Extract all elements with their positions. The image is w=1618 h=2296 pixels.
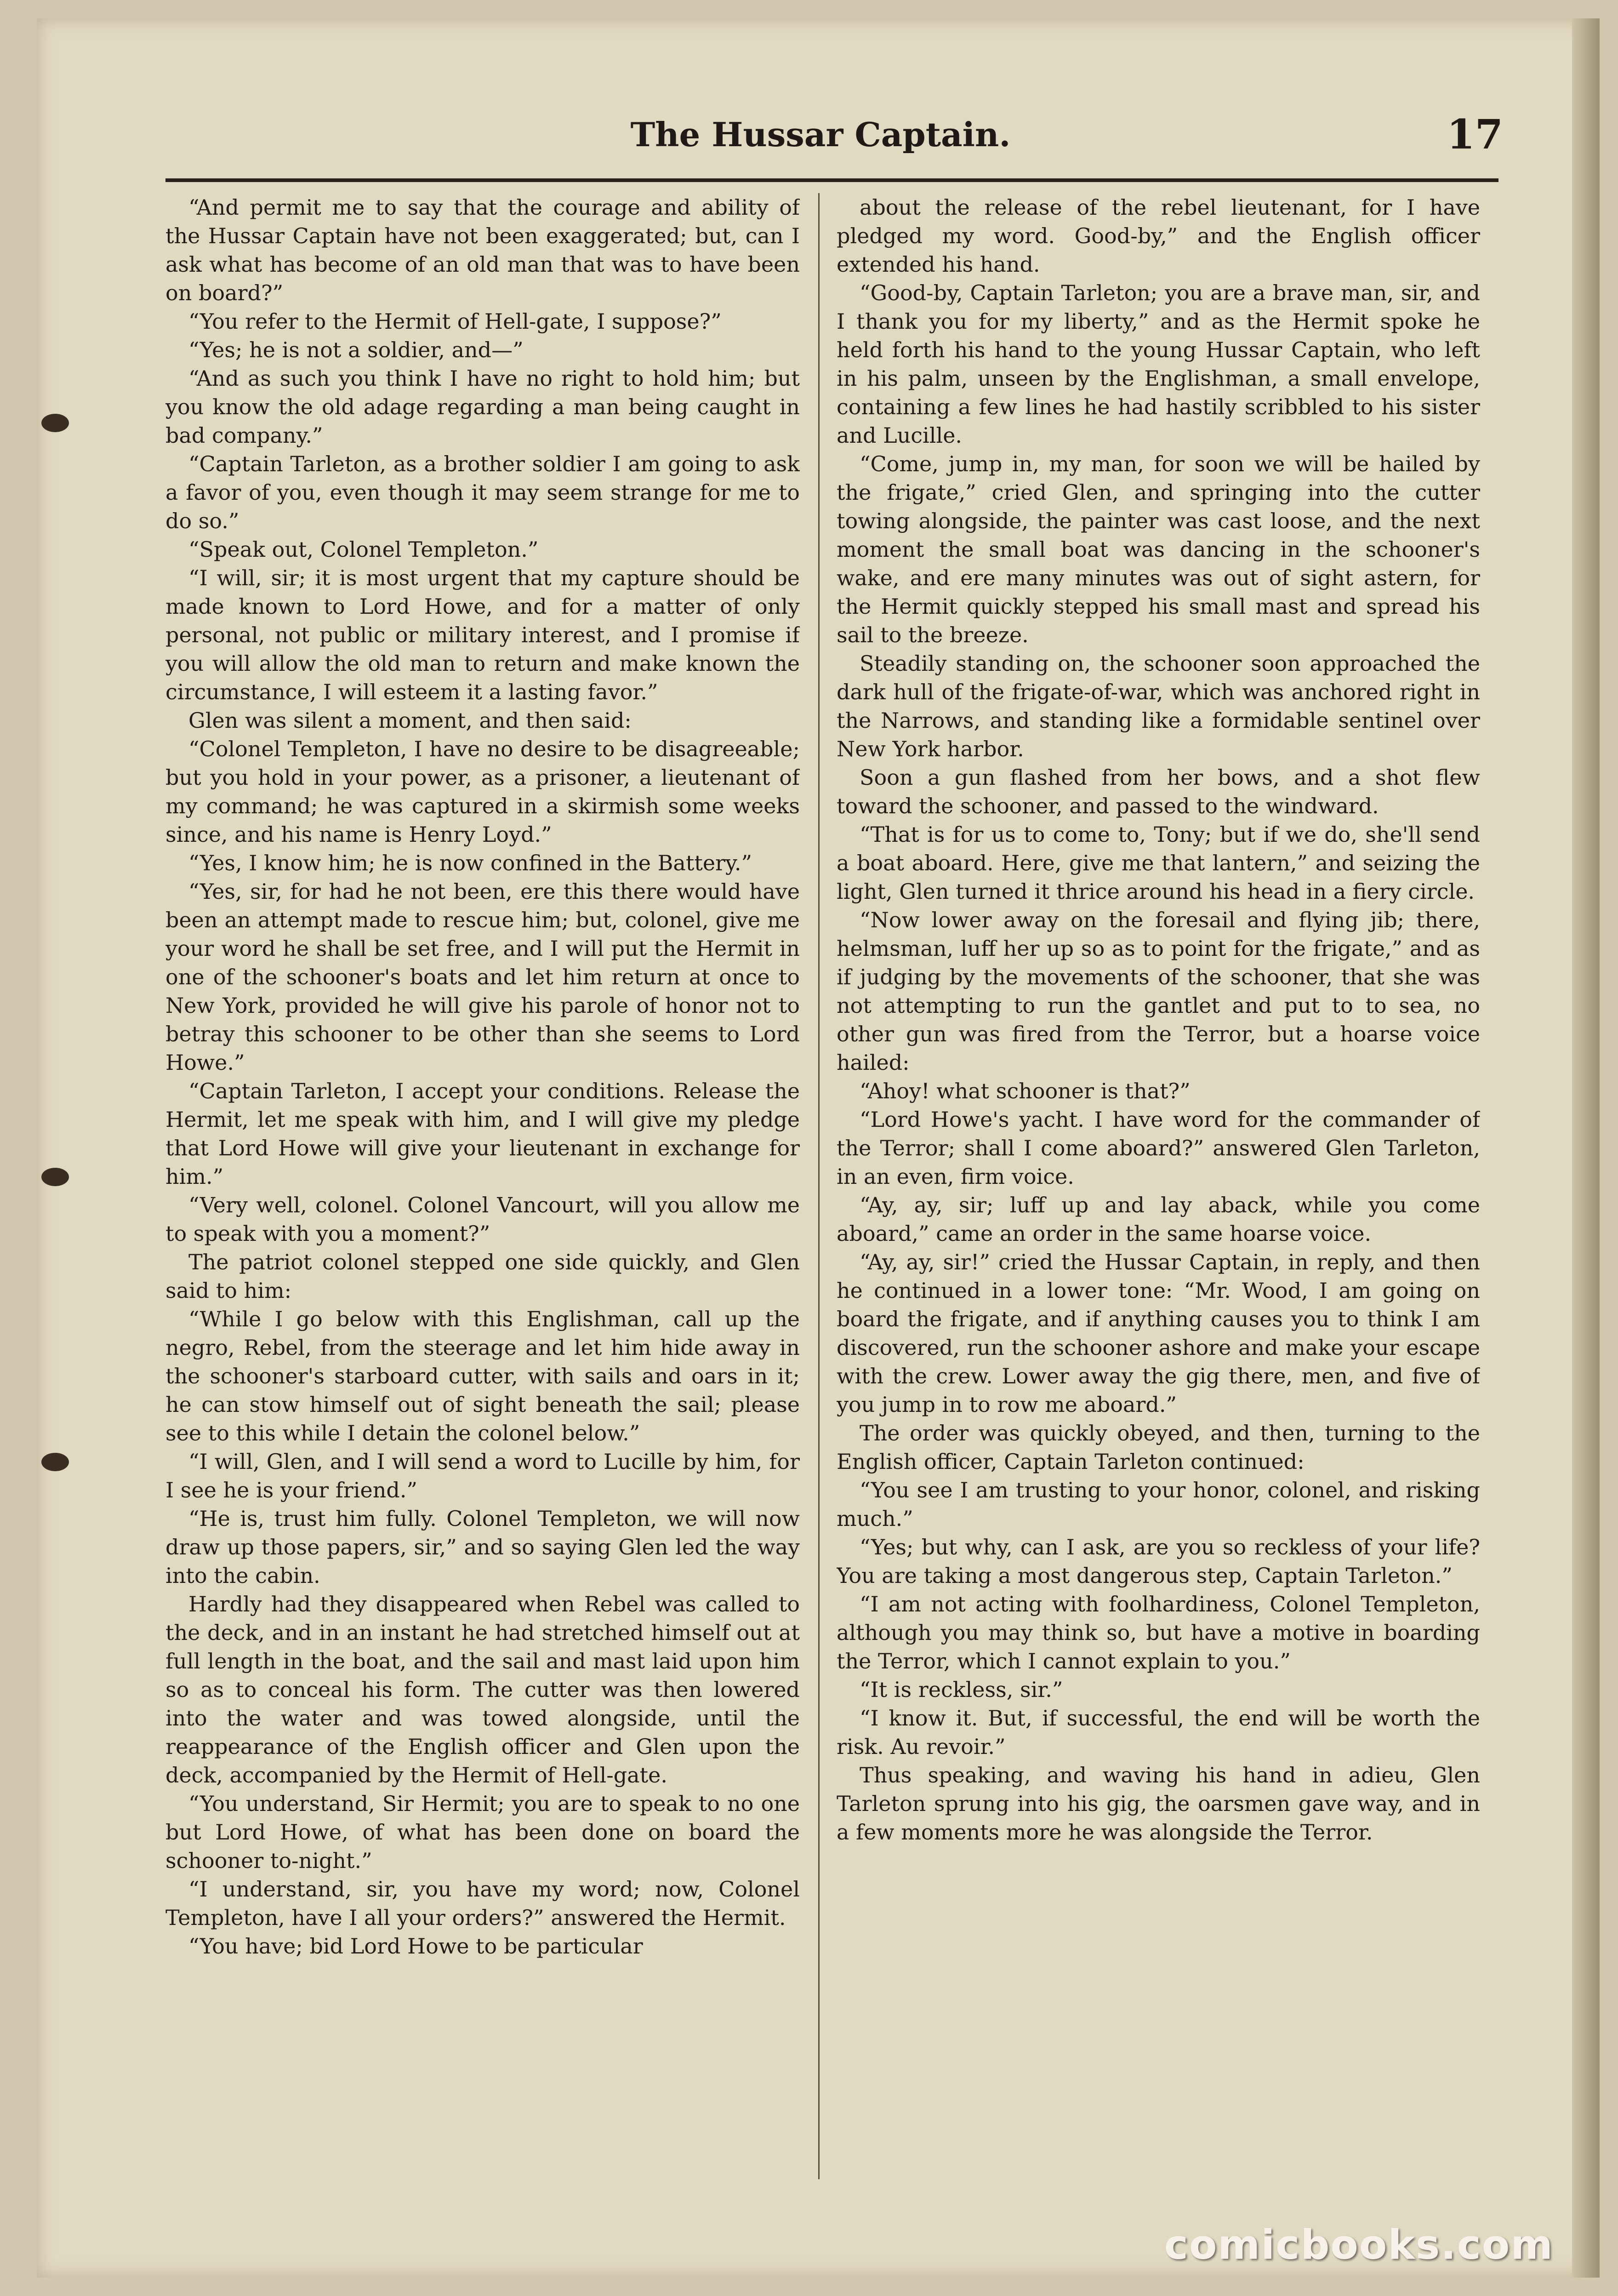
paragraph: “Good-by, Captain Tarleton; you are a brave man, sir, and I thank you for my liberty,” and as the Hermit spoke he held forth his hand to the young Hussar Captain, who left in his palm, unseen by the Englishman, a small envelope, containing a few lines he had hastily scribbled to his sister and Lucille. (837, 280, 1480, 448)
binding-hole (41, 414, 69, 432)
page-number: 17 (1447, 110, 1503, 158)
paragraph: “Captain Tarleton, as a brother soldier I am going to ask a favor of you, even though it may seem strange for me to do so.” (165, 451, 800, 533)
paragraph: “Speak out, Colonel Templeton.” (188, 537, 539, 562)
column-divider (818, 193, 820, 2179)
paragraph: Glen was silent a moment, and then said: (188, 708, 632, 733)
paragraph: “I know it. But, if successful, the end will be worth the risk. Au revoir.” (837, 1706, 1480, 1759)
paragraph: Thus speaking, and waving his hand in adieu, Glen Tarleton sprung into his gig, the oarsmen gave way, and in a few moments more he was alongside the Terror. (837, 1763, 1480, 1845)
paragraph: “Ay, ay, sir; luff up and lay aback, while you come aboard,” came an order in the same hoarse voice. (837, 1193, 1480, 1246)
paragraph: The order was quickly obeyed, and then, turning to the English officer, Captain Tarleton continued: (837, 1421, 1480, 1474)
paragraph: “Very well, colonel. Colonel Vancourt, will you allow me to speak with you a moment?” (165, 1193, 800, 1246)
binding-hole (41, 1453, 69, 1471)
binding-hole (41, 1168, 69, 1186)
paragraph: Soon a gun flashed from her bows, and a shot flew toward the schooner, and passed to the windward. (837, 765, 1480, 818)
paragraph: “Lord Howe's yacht. I have word for the commander of the Terror; shall I come aboard?” answered Glen Tarleton, in an even, firm voice. (837, 1107, 1480, 1189)
paragraph: “I will, Glen, and I will send a word to Lucille by him, for I see he is your friend.” (165, 1449, 800, 1502)
paragraph: about the release of the rebel lieutenant, for I have pledged my word. Good-by,” and the English officer extended his hand. (837, 195, 1480, 277)
paragraph: “Now lower away on the foresail and flying jib; there, helmsman, luff her up so as to point for the frigate,” and as if judging by the movements of the schooner, that she was not attempting to run the gantlet and put to to sea, no other gun was fired from the Terror, but a hoarse voice hailed: (837, 908, 1480, 1075)
paragraph: Steadily standing on, the schooner soon approached the dark hull of the frigate-of-war, which was anchored right in the Narrows, and standing like a formidable sentinel over New York harbor. (837, 651, 1480, 761)
header-rule (165, 178, 1498, 182)
paragraph: “I am not acting with foolhardiness, Colonel Templeton, although you may think so, but have a motive in boarding the Terror, which I cannot explain to you.” (837, 1592, 1480, 1673)
watermark: comicbooks.com (1164, 2221, 1554, 2268)
paragraph: “Come, jump in, my man, for soon we will be hailed by the frigate,” cried Glen, and springing into the cutter towing alongside, the painter was cast loose, and the next moment the small boat was dancing in the schooner's wake, and ere many minutes was out of sight astern, for the Hermit quickly stepped his small mast and spread his sail to the breeze. (837, 451, 1480, 647)
paragraph: “I understand, sir, you have my word; now, Colonel Templeton, have I all your orders?” answered the Hermit. (165, 1877, 800, 1930)
page-edge (1572, 18, 1600, 2278)
paragraph: “Yes; but why, can I ask, are you so reckless of your life? You are taking a most dangerous step, Captain Tarleton.” (837, 1535, 1480, 1588)
paragraph: “Colonel Templeton, I have no desire to be disagreeable; but you hold in your power, as a prisoner, a lieutenant of my command; he was captured in a skirmish some weeks since, and his name is Henry Loyd.” (165, 737, 800, 847)
paragraph: “He is, trust him fully. Colonel Templeton, we will now draw up those papers, sir,” and so saying Glen led the way into the cabin. (165, 1506, 800, 1588)
paragraph: “You understand, Sir Hermit; you are to speak to no one but Lord Howe, of what has been done on board the schooner to-night.” (165, 1791, 800, 1873)
paragraph: The patriot colonel stepped one side quickly, and Glen said to him: (165, 1250, 800, 1303)
paragraph: “Captain Tarleton, I accept your conditions. Release the Hermit, let me speak with him, and I will give my pledge that Lord Howe will give your lieutenant in exchange for him.” (165, 1079, 800, 1189)
paragraph: “Yes, I know him; he is now confined in the Battery.” (188, 851, 752, 875)
paragraph: “Ay, ay, sir!” cried the Hussar Captain, in reply, and then he continued in a lower tone: “Mr. Wood, I am going on board the frigate, and if anything causes you to think I am discovered, run the schooner ashore and make your escape with the crew. Lower away the gig there, men, and five of you jump in to row me aboard.” (837, 1250, 1480, 1417)
paragraph: “You see I am trusting to your honor, colonel, and risking much.” (837, 1478, 1480, 1531)
paragraph: “Yes, sir, for had he not been, ere this there would have been an attempt made to rescue him; but, colonel, give me your word he shall be set free, and I will put the Hermit in one of the schooner's boats and let him return at once to New York, provided he will give his parole of honor not to betray this schooner to be other than she seems to Lord Howe.” (165, 879, 800, 1075)
paragraph: “You refer to the Hermit of Hell-gate, I suppose?” (188, 309, 722, 334)
paragraph: “It is reckless, sir.” (860, 1677, 1063, 1702)
paragraph: “That is for us to come to, Tony; but if we do, she'll send a boat aboard. Here, give me that lantern,” and seizing the light, Glen turned it thrice around his head in a fiery circle. (837, 822, 1480, 904)
paragraph: Hardly had they disappeared when Rebel was called to the deck, and in an instant he had stretched himself out at full length in the boat, and the sail and mast laid upon him so as to conceal his form. The cutter was then lowered into the water and was towed alongside, until the reappearance of the English officer and Glen upon the deck, accompanied by the Hermit of Hell-gate. (165, 1592, 800, 1788)
paragraph: “You have; bid Lord Howe to be particular (188, 1934, 643, 1959)
paragraph: “And permit me to say that the courage and ability of the Hussar Captain have not been exaggerated; but, can I ask what has become of an old man that was to have been on board?” (165, 195, 800, 305)
page-title: The Hussar Captain. (630, 115, 1011, 154)
paragraph: “And as such you think I have no right to hold him; but you know the old adage regarding a man being caught in bad company.” (165, 366, 800, 448)
paragraph: “While I go below with this Englishman, call up the negro, Rebel, from the steerage and let him hide away in the schooner's starboard cutter, with sails and oars in it; he can stow himself out of sight beneath the sail; please see to this while I detain the colonel below.” (165, 1307, 800, 1445)
paragraph: “Ahoy! what schooner is that?” (860, 1079, 1191, 1103)
paragraph: “I will, sir; it is most urgent that my capture should be made known to Lord Howe, and for a matter of only personal, not public or military interest, and I promise if you will allow the old man to return and make known the circumstance, I will esteem it a lasting favor.” (165, 565, 800, 704)
left-column (165, 193, 800, 2179)
right-column (837, 193, 1480, 2179)
paragraph: “Yes; he is not a soldier, and—” (188, 337, 524, 362)
page-header (138, 110, 1503, 161)
